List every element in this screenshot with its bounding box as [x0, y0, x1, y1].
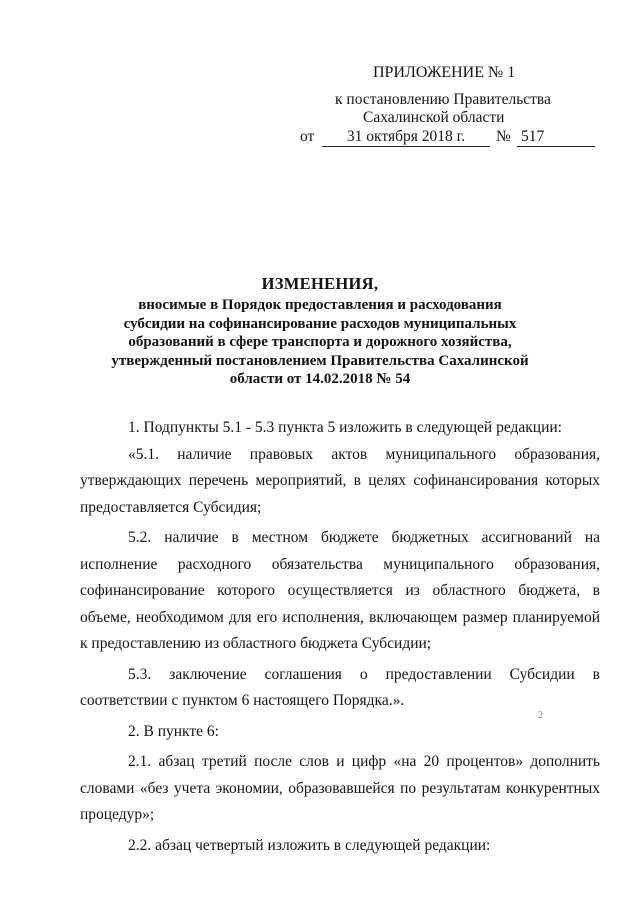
- subtitle-line: утвержденный постановлением Правительства Сахалинской: [111, 352, 529, 369]
- page-number-mark: 2: [538, 710, 543, 721]
- appendix-region: Сахалинской области: [363, 109, 505, 126]
- paragraph: «5.1. наличие правовых актов муниципального образования, утверждающих перечень мероприятий, в целях софинансирования которых предоставляется Субсидия;: [80, 445, 600, 516]
- document-subtitle: [80, 296, 560, 389]
- paragraph: 2.1. абзац третий после слов и цифр «на 20 процентов» дополнить словами «без учета экономии, образовавшейся по результатам конкурентных процедур»;: [80, 753, 600, 823]
- subtitle-line: вносимые в Порядок предоставления и расходования: [138, 297, 502, 313]
- subtitle-line: образований в сфере транспорта и дорожного хозяйства,: [128, 334, 512, 350]
- paragraph: 2. В пункте 6:: [128, 722, 219, 740]
- paragraph: 5.2. наличие в местном бюджете бюджетных ассигнований на исполнение расходного обязательства муниципального образования, софинансирование которого осуществляется из областного бюджета, в объеме, необходимом для его исполнения, включающем размер планируемой к предоставлению из областного бюджета Субсидии;: [80, 529, 600, 652]
- appendix-from-label: от: [300, 128, 315, 145]
- paragraph: 2.2. абзац четвертый изложить в следующей редакции:: [128, 836, 491, 854]
- appendix-to-decree: к постановлению Правительства: [335, 91, 551, 108]
- subtitle-line: области от 14.02.2018 № 54: [229, 371, 411, 387]
- appendix-title: ПРИЛОЖЕНИЕ № 1: [373, 64, 516, 81]
- appendix-number: 517: [517, 128, 595, 147]
- document-title: ИЗМЕНЕНИЯ,: [261, 274, 379, 293]
- paragraph: 5.3. заключение соглашения о предоставлении Субсидии в соответствии с пунктом 6 настоящего Порядка.».: [80, 665, 600, 709]
- subtitle-line: субсидии на софинансирование расходов муниципальных: [123, 315, 517, 332]
- paragraph: 1. Подпункты 5.1 - 5.3 пункта 5 изложить в следующей редакции:: [128, 419, 562, 436]
- document-body: [80, 415, 600, 859]
- appendix-number-label: №: [496, 128, 511, 145]
- appendix-date: 31 октября 2018 г.: [322, 128, 490, 147]
